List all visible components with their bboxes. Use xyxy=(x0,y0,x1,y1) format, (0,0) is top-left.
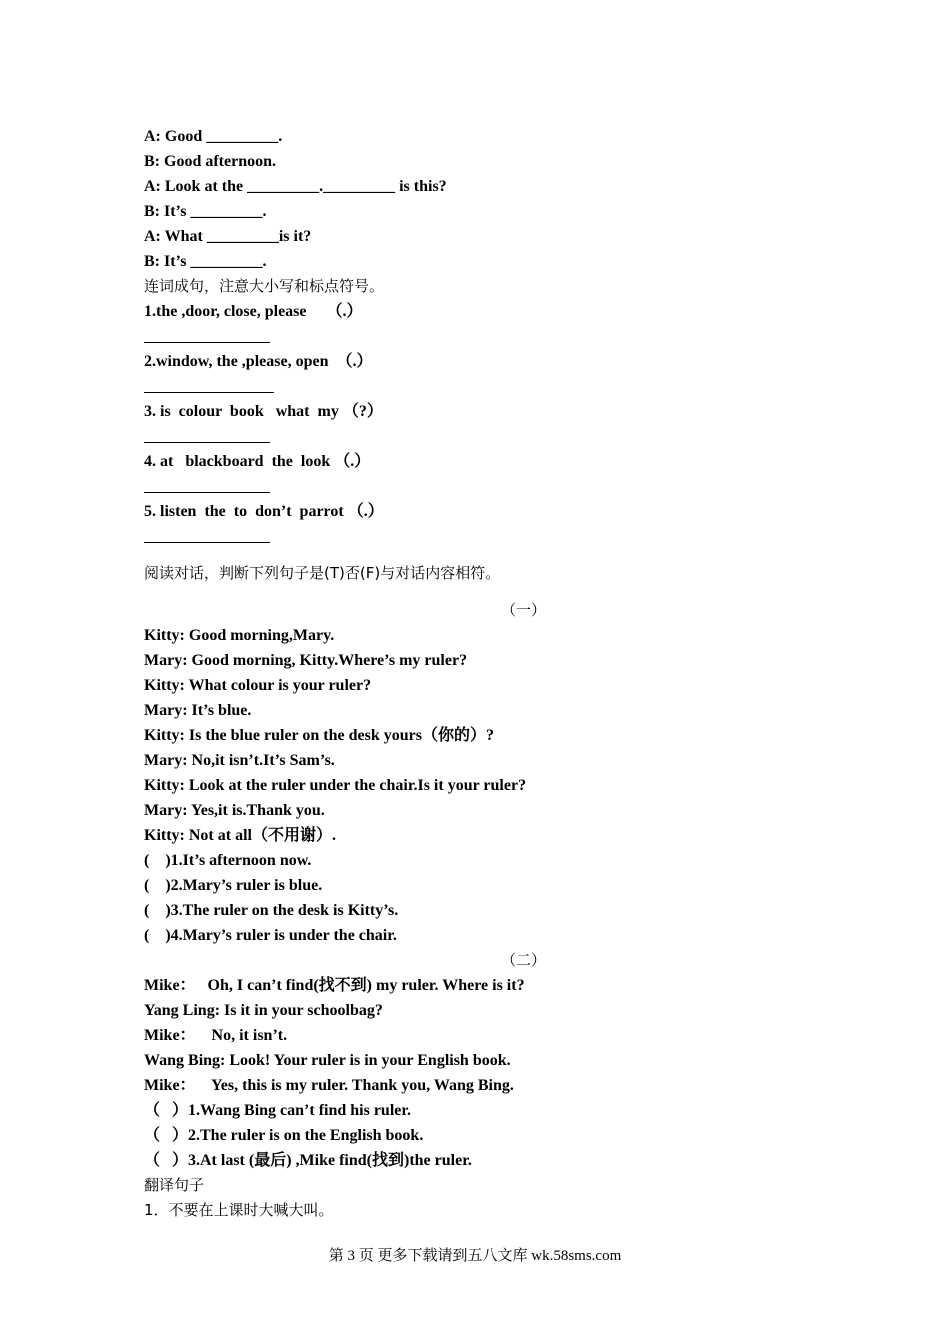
true-false-question: ( )1.It’s afternoon now. xyxy=(144,852,312,869)
dialogue-line: Mary: Yes,it is.Thank you. xyxy=(144,802,325,819)
translation-section xyxy=(144,1173,564,1223)
section-title: 连词成句，注意大小写和标点符号。 xyxy=(144,277,385,295)
answer-line xyxy=(144,424,564,449)
answer-line xyxy=(144,324,564,349)
dialogue-line: A: Good _________. xyxy=(144,128,283,145)
translation-item: 1．不要在上课时大喊大叫。 xyxy=(144,1201,334,1219)
word-order-item: 5. listen the to don’t parrot （.） xyxy=(144,503,384,520)
true-false-question: ( )4.Mary’s ruler is under the chair. xyxy=(144,927,397,944)
reading-section xyxy=(144,561,564,1173)
word-order-item: 3. is colour book what my （?） xyxy=(144,403,383,420)
dialogue-line: B: Good afternoon. xyxy=(144,153,276,170)
true-false-question: ( )2.Mary’s ruler is blue. xyxy=(144,877,323,894)
true-false-question: （ ）2.The ruler is on the English book. xyxy=(144,1127,424,1144)
dialogue-line: Kitty: Look at the ruler under the chair.Is it your ruler? xyxy=(144,777,527,794)
word-order-item: 4. at blackboard the look （.） xyxy=(144,453,371,470)
page-content xyxy=(144,124,564,1223)
dialogue-line: B: It’s _________. xyxy=(144,203,267,220)
dialogue-line: Kitty: Good morning,Mary. xyxy=(144,627,335,644)
dialogue-line: Mary: It’s blue. xyxy=(144,702,252,719)
dialogue-line: B: It’s _________. xyxy=(144,253,267,270)
dialogue-line: Mary: No,it isn’t.It’s Sam’s. xyxy=(144,752,335,769)
answer-line xyxy=(144,524,564,549)
dialogue-line: A: What _________is it? xyxy=(144,228,312,245)
section-title: 阅读对话，判断下列句子是(T)否(F)与对话内容相符。 xyxy=(144,564,501,582)
dialogue-line: Kitty: Is the blue ruler on the desk yours（你的）? xyxy=(144,727,494,744)
section-title: 翻译句子 xyxy=(144,1176,205,1194)
page-footer: 第 3 页 更多下载请到五八文库 wk.58sms.com xyxy=(328,1248,622,1264)
dialogue-line: Mike： Yes, this is my ruler. Thank you, Wang Bing. xyxy=(144,1077,514,1094)
true-false-question: （ ）1.Wang Bing can’t find his ruler. xyxy=(144,1102,412,1119)
true-false-question: ( )3.The ruler on the desk is Kitty’s. xyxy=(144,902,399,919)
part-label: （一） xyxy=(500,601,546,619)
dialogue-line: Kitty: What colour is your ruler? xyxy=(144,677,372,694)
part-label: （二） xyxy=(500,951,546,969)
dialogue-line: Wang Bing: Look! Your ruler is in your English book. xyxy=(144,1052,511,1069)
answer-line xyxy=(144,474,564,499)
dialogue-line: Mike： No, it isn’t. xyxy=(144,1027,288,1044)
word-order-item: 1.the ,door, close, please （.） xyxy=(144,303,363,320)
answer-line xyxy=(144,374,564,399)
dialogue-line: A: Look at the _________._________ is this? xyxy=(144,178,447,195)
true-false-question: （ ）3.At last (最后) ,Mike find(找到)the ruler. xyxy=(144,1152,472,1169)
word-order-item: 2.window, the ,please, open （.） xyxy=(144,353,373,370)
dialogue-fill-in xyxy=(144,124,564,274)
dialogue-line: Kitty: Not at all（不用谢）. xyxy=(144,827,336,844)
dialogue-line: Mary: Good morning, Kitty.Where’s my ruler? xyxy=(144,652,468,669)
dialogue-line: Yang Ling: Is it in your schoolbag? xyxy=(144,1002,383,1019)
dialogue-line: Mike： Oh, I can’t find(找不到) my ruler. Where is it? xyxy=(144,977,525,994)
word-order-section xyxy=(144,274,564,549)
